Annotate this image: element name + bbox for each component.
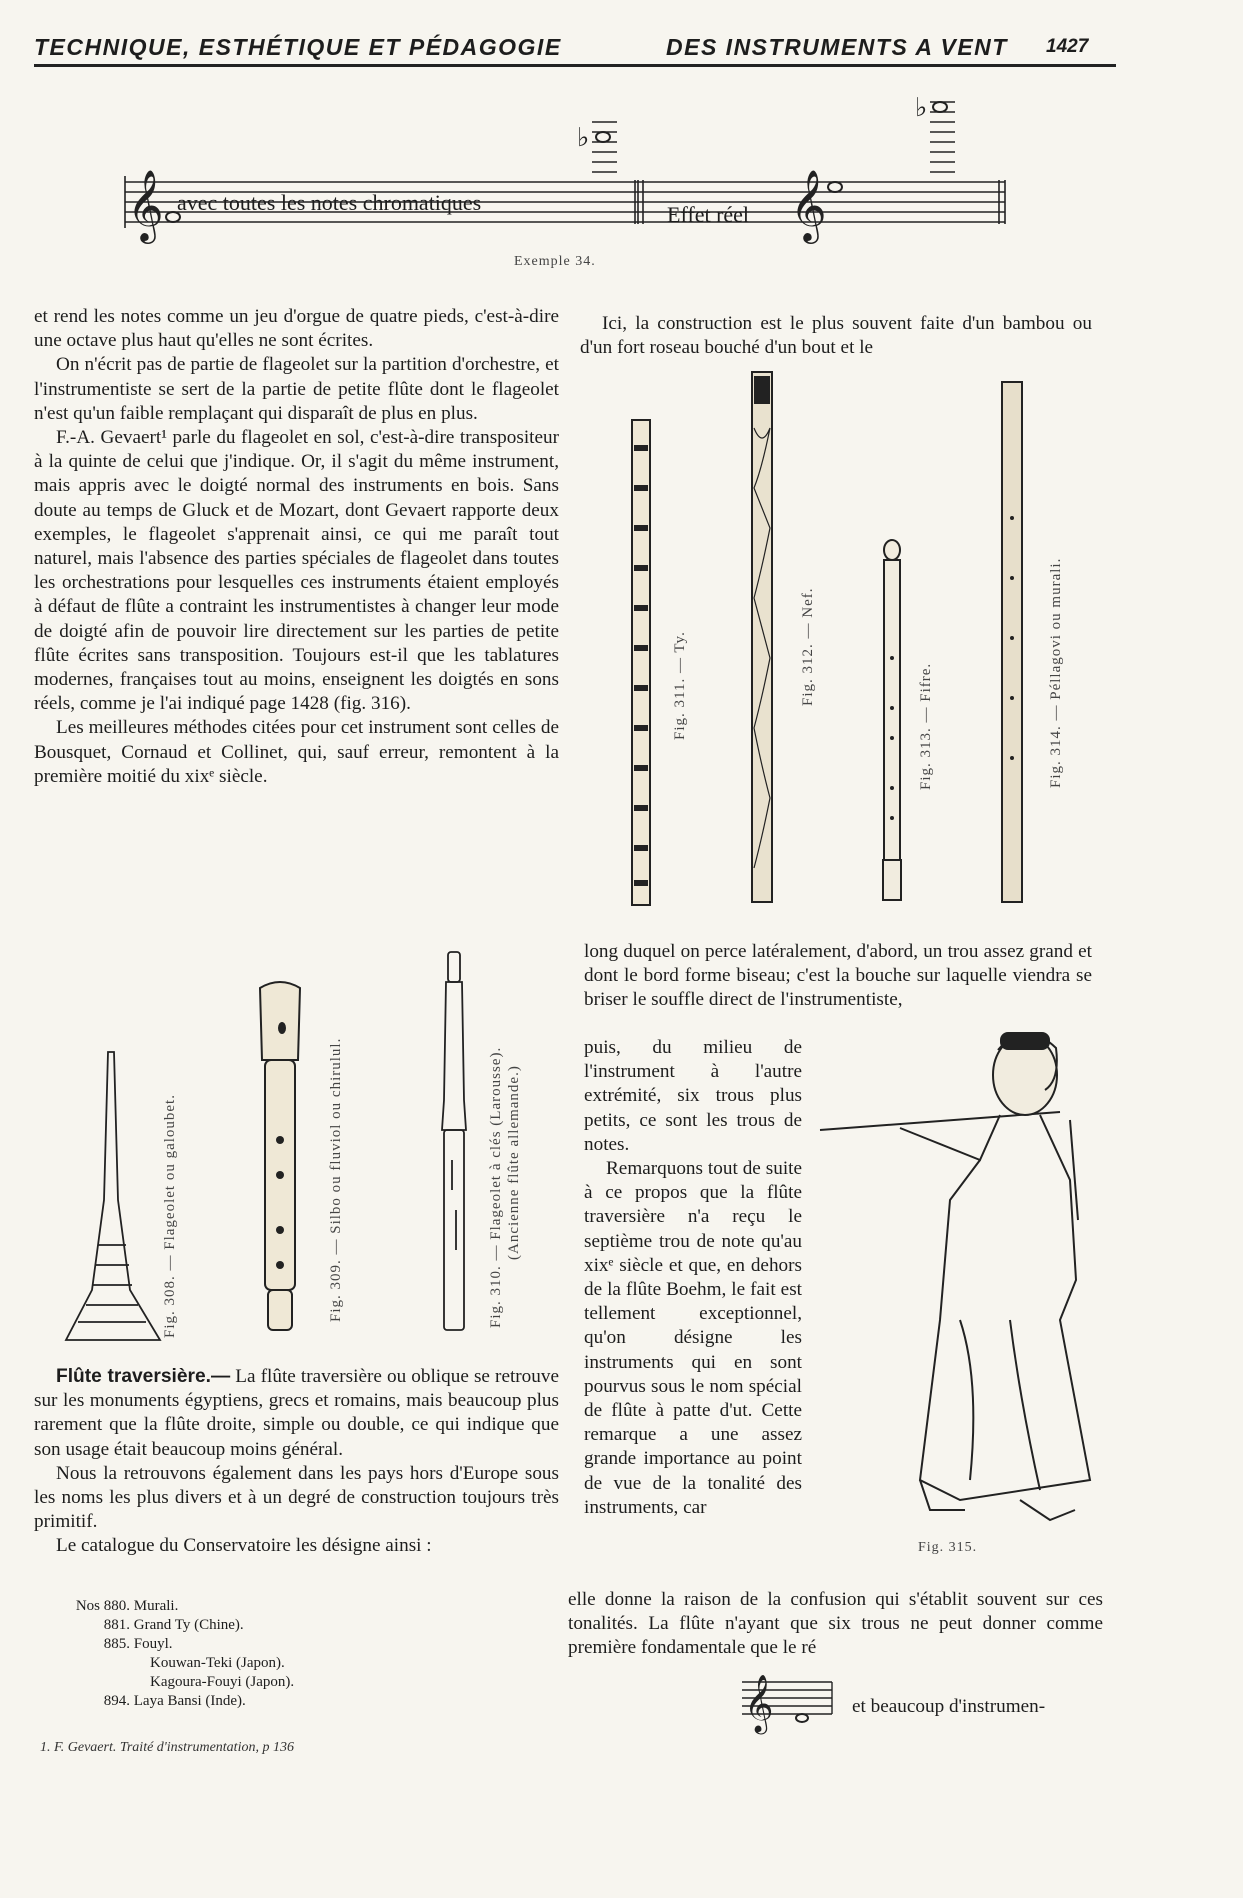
keyed-flageolet-illustration xyxy=(430,950,480,1350)
page-number: 1427 xyxy=(1046,36,1089,57)
list-item: Nos 880. Murali. xyxy=(75,1598,179,1614)
paragraph: long duquel on perce latéralement, d'abord, un trou assez grand et dont le bord forme biseau; c'est la bouche sur laquelle viendra se briser le souffle direct de l'instrumentiste, xyxy=(584,941,1092,1011)
flageolet-illustration xyxy=(70,1040,170,1350)
figure-caption-308: Fig. 308. — Flageolet ou galoubet. xyxy=(162,1094,178,1338)
list-item: 885. Fouyl. xyxy=(103,1636,173,1652)
left-column-bottom xyxy=(34,1365,559,1559)
paragraph-text: La flûte traversière ou oblique se retrouve sur les monuments égyptiens, grecs et romains, mais beaucoup plus rarement que la flûte droite, simple ou double, ce qui indique que son usage était beaucoup moins général. xyxy=(34,1366,559,1460)
list-item: 881. Grand Ty (Chine). xyxy=(103,1617,244,1633)
figure-caption-315: Fig. 315. xyxy=(918,1540,978,1555)
svg-text:𝄞: 𝄞 xyxy=(790,168,827,241)
paragraph: puis, du milieu de l'instrument à l'autre extrémité, six trous plus petits, ce sont les trous de notes. xyxy=(584,1037,802,1155)
paragraph xyxy=(34,1365,559,1462)
section-heading: Flûte traversière.— xyxy=(56,1366,231,1387)
right-column-mid xyxy=(584,940,1092,1013)
list-item: 894. Laya Bansi (Inde). xyxy=(103,1693,246,1709)
inline-staff-re xyxy=(742,1660,832,1740)
header-right: DES INSTRUMENTS A VENT xyxy=(666,34,1008,60)
example-caption: Exemple 34. xyxy=(514,254,596,269)
nef-flute-illustration xyxy=(748,368,778,908)
figure-caption-312: Fig. 312. — Nef. xyxy=(800,587,816,706)
ty-flute-illustration xyxy=(628,415,658,910)
fifre-illustration xyxy=(878,538,908,908)
paragraph: Les meilleures méthodes citées pour cet instrument sont celles de Bousquet, Cornaud et Collinet, qui, sauf erreur, remontent à la première moitié du xixᵉ siècle. xyxy=(34,717,559,787)
paragraph: F.-A. Gevaert¹ parle du flageolet en sol, c'est-à-dire transpositeur à la quinte de celui que j'indique. Or, il s'agit du même instrument, mais appris avec le doigté normal des instruments en bois. Sans doute au temps de Gluck et de Mozart, dont Gevaert rapporte deux exemples, le flageolet s'apprenait ainsi, ce qui me paraît tout naturel, mais l'absence des parties spéciales de flageolet dans toutes les orchestrations pour lesquelles ces instruments étaient employés à défaut de flûte a contraint les instrumentistes à changer leur mode de doigté afin de pouvoir lire directement sur les parties de petite flûte écrites sans transposition. Toujours est-il que les tablatures modernes, françaises tout au moins, enseignent les doigtés en sons réels, comme je l'ai indiqué page 1428 (fig. 316). xyxy=(34,427,559,715)
pellagovi-illustration xyxy=(998,378,1028,908)
music-text-chromatic: avec toutes les notes chromatiques xyxy=(177,190,482,215)
right-column-bottom xyxy=(568,1588,1103,1661)
list-item: Kagoura-Fouyi (Japon). xyxy=(150,1674,295,1690)
music-staff-example xyxy=(125,80,1025,240)
catalogue-list xyxy=(58,1597,538,1711)
svg-text:𝄞: 𝄞 xyxy=(744,1674,774,1732)
header-left: TECHNIQUE, ESTHÉTIQUE ET PÉDAGOGIE xyxy=(34,34,562,60)
figure-caption-310a: Fig. 310. — Flageolet à clés (Larousse). xyxy=(488,1046,504,1328)
paragraph: et rend les notes comme un jeu d'orgue de quatre pieds, c'est-à-dire une octave plus haut qu'elles ne sont écrites. xyxy=(34,306,559,352)
figure-caption-311: Fig. 311. — Ty. xyxy=(672,631,688,740)
silbo-illustration xyxy=(250,980,310,1340)
paragraph: Ici, la construction est le plus souvent faite d'un bambou ou d'un fort roseau bouché d'un bout et le xyxy=(580,313,1092,359)
music-text-effet-reel: Effet réel xyxy=(667,202,750,227)
svg-text:𝄞: 𝄞 xyxy=(127,168,164,241)
paragraph: Le catalogue du Conservatoire les désigne ainsi : xyxy=(56,1535,432,1557)
flute-player-illustration xyxy=(820,1020,1100,1530)
list-item: Kouwan-Teki (Japon). xyxy=(150,1655,285,1671)
figure-caption-309: Fig. 309. — Silbo ou fluviol ou chirulul. xyxy=(328,1037,344,1322)
right-column-narrow xyxy=(584,1036,802,1520)
paragraph: Nous la retrouvons également dans les pays hors d'Europe sous les noms les plus divers et à un degré de construction toujours très primitif. xyxy=(34,1462,559,1533)
svg-text:♭: ♭ xyxy=(915,93,928,122)
paragraph-end: et beaucoup d'instrumen- xyxy=(852,1696,1046,1717)
footnote: 1. F. Gevaert. Traité d'instrumentation, p 136 xyxy=(40,1740,294,1755)
figure-caption-313: Fig. 313. — Fifre. xyxy=(918,662,934,790)
header-rule xyxy=(34,64,1116,67)
svg-text:♭: ♭ xyxy=(577,123,590,152)
figure-caption-310b: (Ancienne flûte allemande.) xyxy=(506,1065,522,1260)
right-column-top xyxy=(580,312,1092,360)
left-column-top xyxy=(34,305,559,789)
figure-caption-314: Fig. 314. — Péllagovi ou murali. xyxy=(1048,557,1064,788)
paragraph: On n'écrit pas de partie de flageolet sur la partition d'orchestre, et l'instrumentiste se sert de la partie de petite flûte dont le flageolet n'est qu'un faible remplaçant qui disparaît de plus en plus. xyxy=(34,354,559,424)
paragraph: elle donne la raison de la confusion qui s'établit souvent sur ces tonalités. La flûte n'ayant que six trous ne peut donner comme première fondamentale que le ré xyxy=(568,1589,1103,1659)
paragraph: Remarquons tout de suite à ce propos que la flûte traversière n'a reçu le septième trou de note qu'au xixᵉ siècle et que, en dehors de la flûte Boehm, le fait est tellement exceptionnel, qu'on désigne les instruments qui en sont pourvus sous le nom spécial de flûte à patte d'ut. Cette remarque a une assez grande importance au point de vue de la tonalité des instruments, car xyxy=(584,1158,802,1518)
